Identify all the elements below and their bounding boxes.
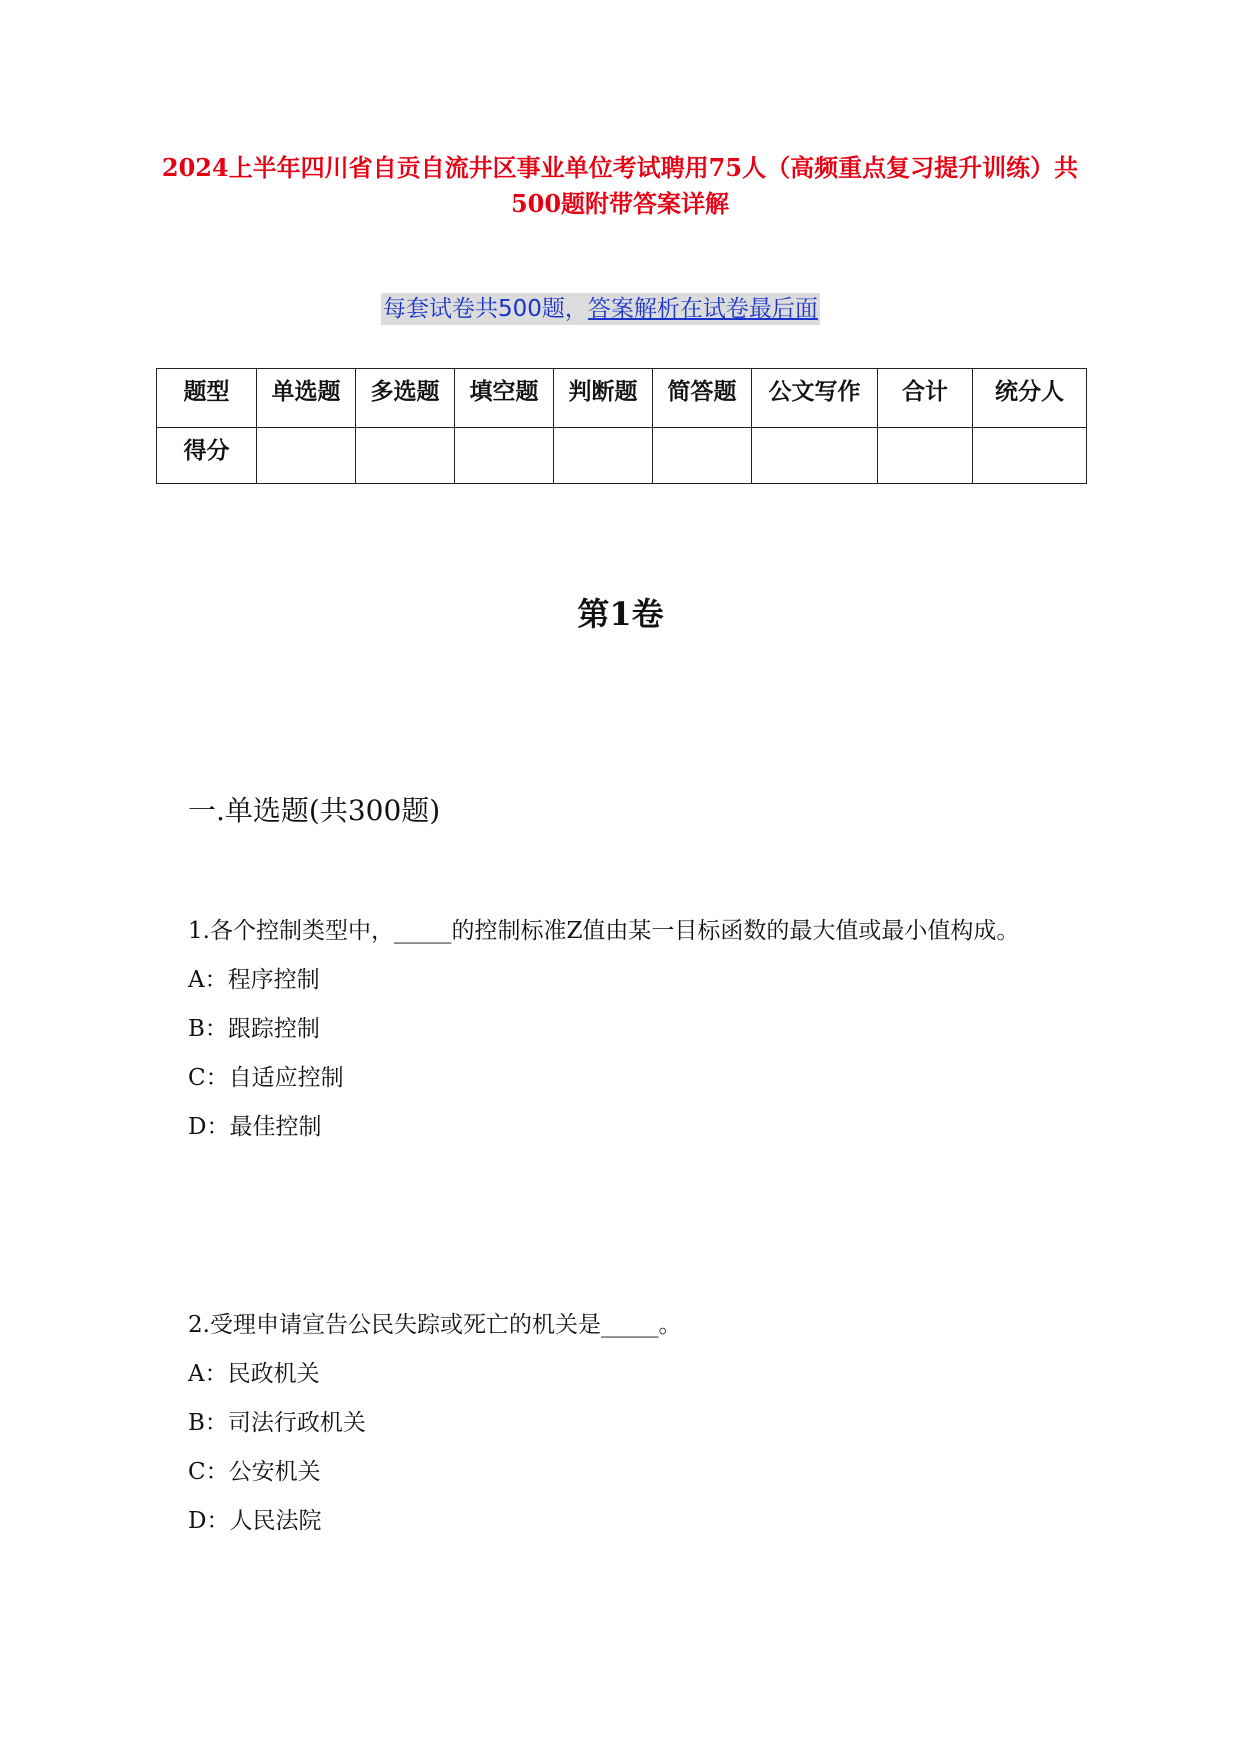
question-option: D：最佳控制	[188, 1114, 322, 1140]
question-option: A：程序控制	[188, 967, 320, 993]
score-table-header: 多选题	[356, 369, 455, 428]
score-cell	[257, 428, 356, 484]
question-option: B：司法行政机关	[188, 1410, 366, 1436]
score-cell	[653, 428, 752, 484]
document-title: 2024上半年四川省自贡自流井区事业单位考试聘用75人（高频重点复习提升训练）共500题附带答案详解	[161, 153, 1079, 218]
question-stem: 1.各个控制类型中，_____的控制标准Z值由某一目标函数的最大值或最小值构成。	[188, 918, 1020, 944]
score-cell	[356, 428, 455, 484]
section-title: 一.单选题(共300题)	[188, 794, 441, 827]
score-table	[156, 368, 1087, 484]
score-table-header: 合计	[878, 369, 973, 428]
score-table-header: 公文写作	[752, 369, 878, 428]
score-table-header: 填空题	[455, 369, 554, 428]
score-cell	[554, 428, 653, 484]
score-table-header-row	[157, 369, 1087, 428]
question-2	[188, 1301, 1068, 1546]
score-table-header: 题型	[157, 369, 257, 428]
question-stem: 2.受理申请宣告公民失踪或死亡的机关是_____。	[188, 1312, 682, 1338]
score-cell	[455, 428, 554, 484]
question-option: B：跟踪控制	[188, 1016, 320, 1042]
question-option: C：自适应控制	[188, 1065, 344, 1091]
score-row-label: 得分	[157, 428, 257, 484]
volume-title: 第1卷	[577, 595, 664, 633]
score-table-score-row	[157, 428, 1087, 484]
answer-note	[381, 293, 820, 325]
question-option: D：人民法院	[188, 1508, 322, 1534]
score-table-header: 统分人	[973, 369, 1087, 428]
score-cell	[752, 428, 878, 484]
question-option: A：民政机关	[188, 1361, 320, 1387]
question-option: C：公安机关	[188, 1459, 321, 1485]
score-cell	[878, 428, 973, 484]
score-table-header: 判断题	[554, 369, 653, 428]
score-table-header: 单选题	[257, 369, 356, 428]
answer-note-count: 每套试卷共500题，	[383, 296, 588, 322]
answer-note-link: 答案解析在试卷最后面	[587, 296, 818, 322]
question-1	[188, 907, 1068, 1152]
score-cell	[973, 428, 1087, 484]
score-table-header: 简答题	[653, 369, 752, 428]
